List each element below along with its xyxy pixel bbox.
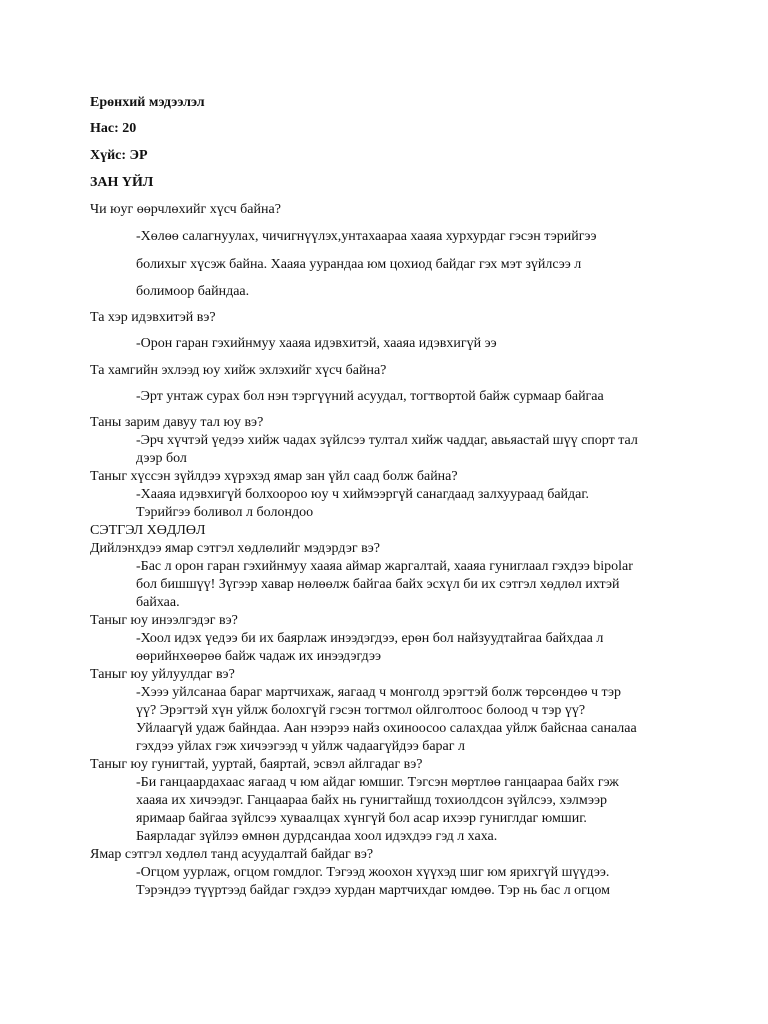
- question-line: Та хэр идэвхитэй вэ?: [90, 310, 216, 325]
- section-title-emotion: СЭТГЭЛ ХӨДЛӨЛ: [90, 523, 206, 538]
- answer-line: Уйлаагүй удаж байндаа. Аан нээрээ найз охиноосоо салахдаа уйлж байснаа саналаа: [136, 721, 637, 736]
- question-line: Таныг юу инээлгэдэг вэ?: [90, 613, 238, 628]
- question-line: Дийлэнхдээ ямар сэтгэл хөдлөлийг мэдэрдэг вэ?: [90, 541, 380, 556]
- answer-line: -Эрт унтаж сурах бол нэн тэргүүний асуудал, тогтвортой байж сурмаар байгаа: [136, 389, 604, 404]
- answer-line: байхаа.: [136, 595, 180, 610]
- question-line: Таныг юу уйлуулдаг вэ?: [90, 667, 235, 682]
- question-line: Ямар сэтгэл хөдлөл танд асуудалтай байдаг вэ?: [90, 847, 374, 862]
- general-info-heading: Ерөнхий мэдээлэл: [90, 95, 205, 110]
- answer-line: -Бас л орон гаран гэхийнмуу хааяа аймар жаргалтай, хааяа гуниглаал гэхдээ bipolar: [136, 559, 633, 574]
- answer-line: бол бишшүү! Зүгээр хавар нөлөөлж байгаа байх эсхүл би их сэтгэл хөдлөл ихтэй: [136, 577, 620, 592]
- answer-line: үү? Эрэгтэй хүн уйлж болохгүй гэсэн тогтмол ойлголтоос болоод ч тэр үү?: [136, 703, 586, 718]
- question-line: Таныг хүссэн зүйлдээ хүрэхэд ямар зан үйл саад болж байна?: [90, 469, 458, 484]
- answer-line: -Хааяа идэвхигүй болхоороо юу ч хиймээргүй санагдаад залхуураад байдаг.: [136, 487, 590, 502]
- question-line: Таныг юу гунигтай, ууртай, баяртай, эсвэл айлгадаг вэ?: [90, 757, 423, 772]
- answer-line: гэхдээ уйлах гэж хичээгээд ч уйлж чадаагүйдээ бараг л: [136, 739, 465, 754]
- answer-line: яримаар байгаа зүйлсээ хуваалцах хүнгүй бол асар ихээр гуниглдаг юмшиг.: [136, 811, 587, 826]
- answer-line: Тэрэндээ түүртээд байдаг гэхдээ хурдан мартчихдаг юмдөө. Тэр нь бас л огцом: [136, 883, 611, 898]
- answer-line: болихыг хүсэж байна. Хааяа уурандаа юм цохиод байдаг гэх мэт зүйлсээ л: [136, 257, 582, 272]
- answer-line: -Эрч хүчтэй үедээ хийж чадах зүйлсээ тултал хийж чаддаг, авьяастай шүү спорт тал: [136, 433, 638, 448]
- question-line: Та хамгийн эхлээд юу хийж эхлэхийг хүсч байна?: [90, 363, 387, 378]
- section-title-character: ЗАН ҮЙЛ: [90, 175, 154, 190]
- answer-line: өөрийнхөөрөө байж чадаж их инээдэгдээ: [136, 649, 382, 664]
- age-field: Нас: 20: [90, 121, 137, 136]
- gender-field: Хүйс: ЭР: [90, 148, 148, 163]
- answer-line: дээр бол: [136, 451, 187, 466]
- question-line: Чи юуг өөрчлөхийг хүсч байна?: [90, 202, 281, 217]
- answer-line: хааяа их хичээдэг. Ганцаараа байх нь гунигтайшд тохиолдсон зүйлсээ, хэлмээр: [136, 793, 607, 808]
- answer-line: болимоор байндаа.: [136, 284, 250, 299]
- answer-line: -Хэээ уйлсанаа бараг мартчихаж, яагаад ч монголд эрэгтэй болж төрсөндөө ч тэр: [136, 685, 622, 700]
- answer-line: Баярладаг зүйлээ өмнөн дурдсандаа хоол идэхдээ гэд л хаха.: [136, 829, 498, 844]
- answer-line: -Огцом уурлаж, огцом гомдлог. Тэгээд жоохон хүүхэд шиг юм ярихгүй шүүдээ.: [136, 865, 610, 880]
- answer-line: -Би ганцаардахаас яагаад ч юм айдаг юмшиг. Тэгсэн мөртлөө ганцаараа байх гэж: [136, 775, 619, 790]
- question-line: Таны зарим давуу тал юу вэ?: [90, 415, 264, 430]
- answer-line: Тэрийгээ боливол л болондоо: [136, 505, 314, 520]
- answer-line: -Орон гаран гэхийнмуу хааяа идэвхитэй, хааяа идэвхигүй ээ: [136, 336, 497, 351]
- answer-line: -Хоол идэх үедээ би их баярлаж инээдэгдээ, ерөн бол найзуудтайгаа байхдаа л: [136, 631, 604, 646]
- answer-line: -Хөлөө салагнуулах, чичигнүүлэх,унтахаараа хааяа хурхурдаг гэсэн тэрийгээ: [136, 229, 597, 244]
